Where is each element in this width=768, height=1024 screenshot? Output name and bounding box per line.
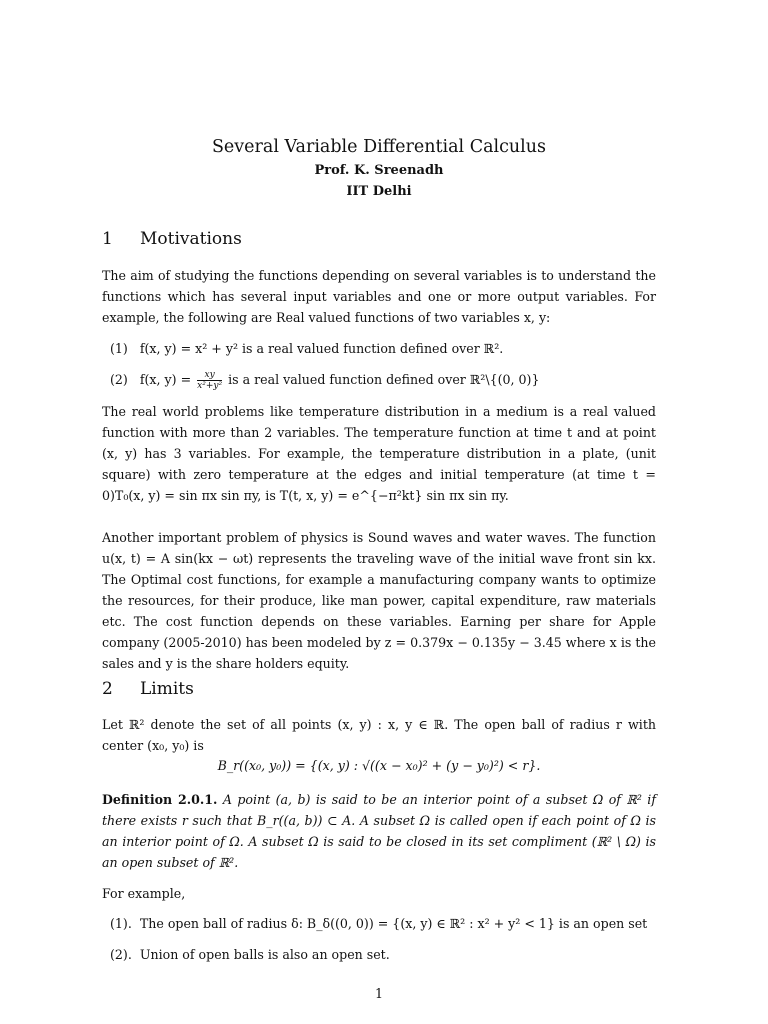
example-label: (2). — [110, 947, 132, 962]
section-1-heading — [102, 229, 242, 249]
section-2-title: Limits — [140, 679, 194, 699]
open-set-example-2 — [110, 945, 656, 965]
section-1-number: 1 — [102, 229, 113, 249]
fraction-denominator: x²+y² — [197, 381, 223, 391]
institution-name: IIT Delhi — [346, 184, 412, 199]
section-2-heading — [102, 679, 194, 699]
section-1-title: Motivations — [140, 229, 242, 249]
example-label: (1) — [110, 341, 128, 356]
example-text-pre: f(x, y) = — [139, 372, 192, 387]
function-example-1 — [110, 339, 656, 359]
example-label: (2) — [110, 372, 128, 387]
page-number: 1 — [374, 986, 383, 1001]
example-intro: For example, — [102, 886, 186, 901]
section-1-paragraph-2: The real world problems like temperature distribution in a medium is a real valued function with more than 2 variables. The temperature function at time t and at point (x, y) has 3 variables. For example, the temperature distribution in a plate, (unit square) with zero temperature at the edges and initial temperature (at time t = 0)T₀(x, y) = sin πx sin πy, is T(t, x, y) = e^{−π²kt} sin πx sin πy. — [102, 404, 656, 503]
example-text: f(x, y) = x² + y² is a real valued function defined over ℝ². — [139, 341, 504, 356]
function-example-2 — [110, 370, 656, 391]
section-2-number: 2 — [102, 679, 113, 699]
fraction — [197, 370, 222, 391]
definition-label: Definition 2.0.1. — [102, 792, 218, 807]
example-text: The open ball of radius δ: B_δ((0, 0)) = {(x, y) ∈ ℝ² : x² + y² < 1} is an open set — [139, 916, 648, 931]
open-set-example-1 — [110, 914, 656, 934]
definition-text: A point (a, b) is said to be an interior point of a subset Ω of ℝ² if there exists r such that B_r((a, b)) ⊂ A. A subset Ω is called open if each point of Ω is an interior point of Ω. A subset Ω is said to be closed in its set compliment (ℝ² \ Ω) is an open subset of ℝ². — [102, 792, 656, 870]
example-text-post: is a real valued function defined over ℝ²\{(0, 0)} — [228, 372, 540, 387]
author-name: Prof. K. Sreenadh — [314, 163, 444, 178]
fraction-numerator: xy — [197, 370, 222, 381]
section-2-intro: Let ℝ² denote the set of all points (x, y) : x, y ∈ ℝ. The open ball of radius r with center (x₀, y₀) is — [102, 717, 656, 753]
example-label: (1). — [110, 916, 132, 931]
definition-block — [102, 789, 656, 873]
document-title: Several Variable Differential Calculus — [211, 137, 547, 157]
example-text: Union of open balls is also an open set. — [139, 947, 390, 962]
open-ball-formula: B_r((x₀, y₀)) = {(x, y) : √((x − x₀)² + (y − y₀)²) < r}. — [217, 758, 541, 773]
section-1-paragraph-3: Another important problem of physics is Sound waves and water waves. The function u(x, t) = A sin(kx − ωt) represents the traveling wave of the initial wave front sin kx. The Optimal cost functions, for example a manufacturing company wants to optimize the resources, for their produce, like man power, capital expenditure, raw materials etc. The cost function depends on these variables. Earning per share for Apple company (2005-2010) has been modeled by z = 0.379x − 0.135y − 3.45 where x is the sales and y is the share holders equity. — [102, 530, 656, 671]
section-1-intro: The aim of studying the functions depending on several variables is to understand the functions which has several input variables and one or more output variables. For example, the following are Real valued functions of two variables x, y: — [102, 268, 656, 325]
